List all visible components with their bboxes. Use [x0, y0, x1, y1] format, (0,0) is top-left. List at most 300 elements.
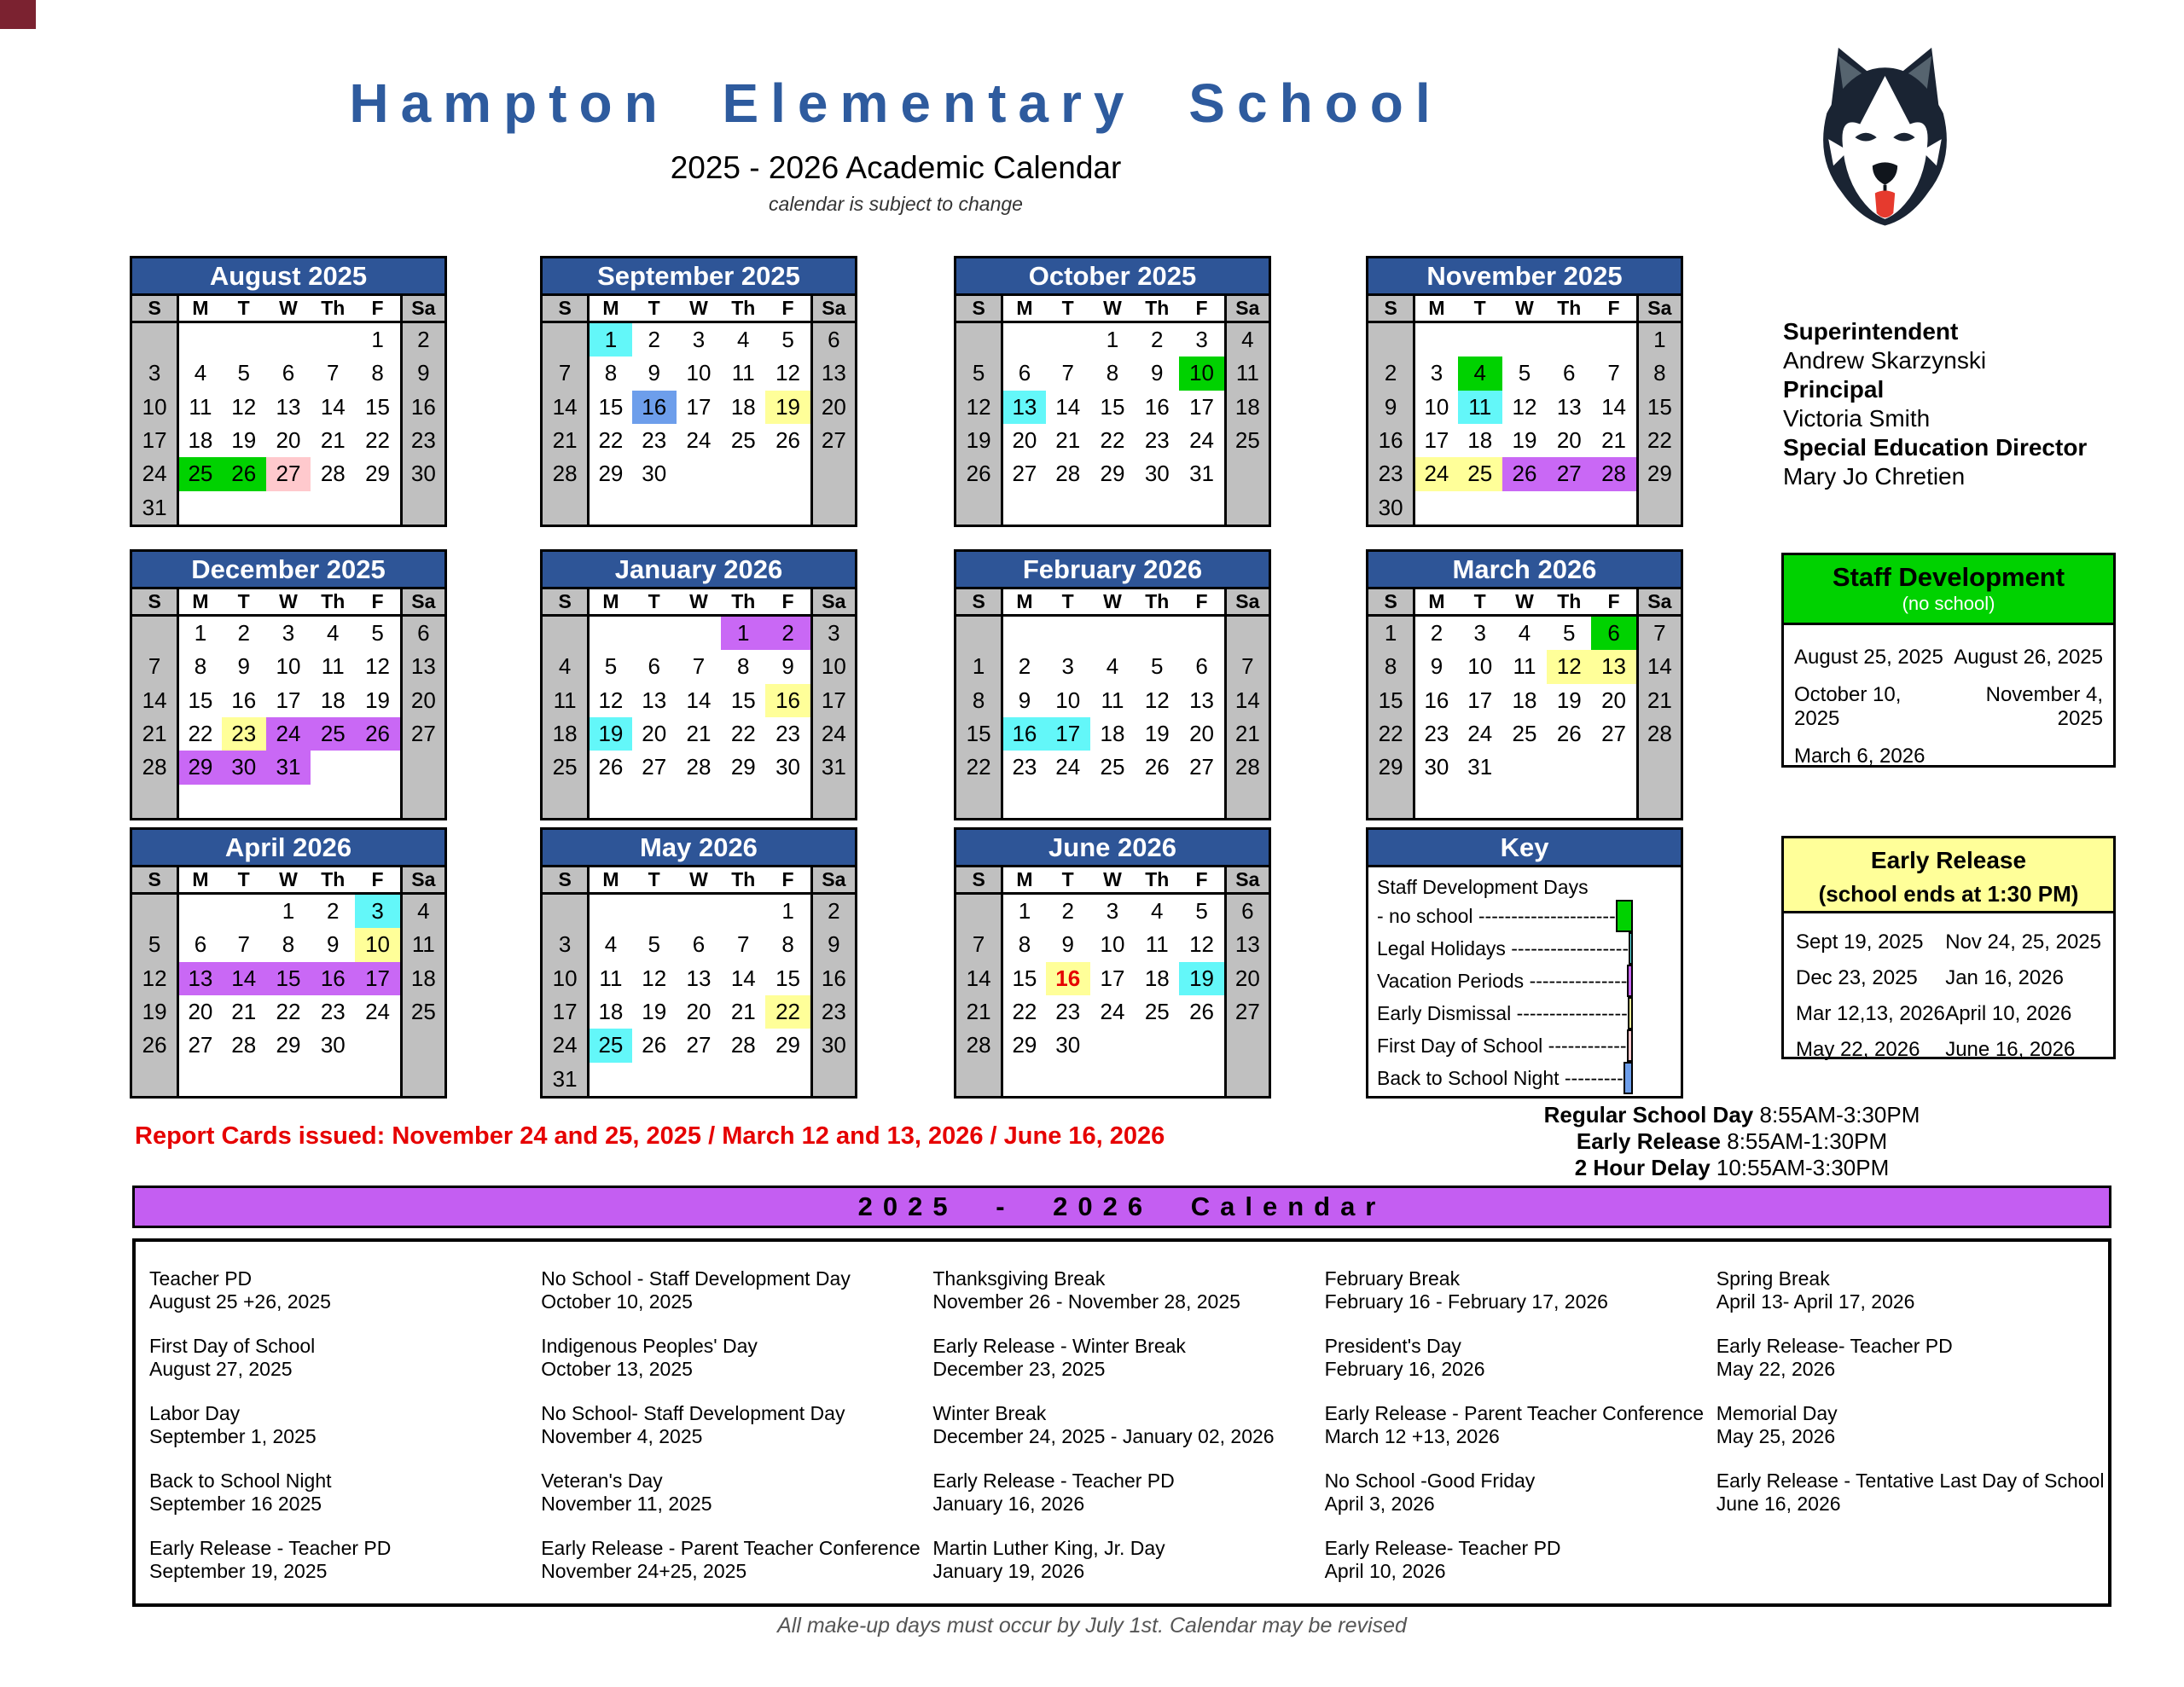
day-cell: [132, 785, 177, 818]
day-cell: 23: [775, 721, 801, 747]
month-june-2026: [954, 827, 1271, 1099]
day-header: Sa: [1636, 589, 1681, 617]
day-cell: 10: [276, 653, 301, 680]
day-cell: 24: [810, 717, 855, 751]
day-header: Sa: [400, 589, 444, 617]
key-item: [1377, 900, 1672, 932]
footer-note: All make-up days must occur by July 1st. Calendar may be revised: [777, 1614, 1407, 1638]
day-cell: [1046, 785, 1090, 818]
day-cell: 17: [810, 684, 855, 717]
day-cell: 5: [781, 327, 794, 353]
event-date: August 27, 2025: [149, 1358, 293, 1380]
day-cell: 4: [1224, 323, 1269, 357]
day-cell: 28: [231, 1032, 257, 1058]
day-header: Th: [1135, 589, 1179, 617]
day-cell: [311, 323, 355, 357]
day-cell: 21: [231, 999, 257, 1025]
day-cell: 4: [587, 928, 631, 961]
schedule-time: 8:55AM-3:30PM: [1759, 1102, 1920, 1128]
day-cell: 26: [355, 717, 399, 751]
day-cell: [1413, 491, 1457, 525]
day-cell: 12: [365, 653, 391, 680]
day-cell: 24: [132, 457, 177, 490]
day-cell: [1135, 1029, 1179, 1062]
day-cell: 3: [1413, 357, 1457, 390]
principal-name: Victoria Smith: [1783, 405, 1931, 432]
key-item: [1377, 1029, 1672, 1062]
day-cell: 14: [132, 684, 177, 717]
day-cell: 9: [237, 653, 250, 680]
day-header: Th: [721, 296, 765, 323]
day-cell: [132, 895, 177, 928]
day-header: Th: [1547, 589, 1591, 617]
day-cell: 27: [1224, 995, 1269, 1029]
day-cell: 30: [810, 1029, 855, 1062]
day-cell: 7: [692, 653, 706, 680]
day-cell: 29: [177, 751, 221, 784]
day-cell: 12: [1512, 393, 1537, 420]
events-box: [132, 1238, 2111, 1607]
day-cell: 29: [587, 457, 631, 490]
day-cell: 18: [320, 687, 346, 713]
day-cell: [1179, 617, 1223, 650]
day-header: F: [355, 296, 399, 323]
day-cell: 7: [1061, 360, 1074, 386]
event-date: April 13- April 17, 2026: [1716, 1290, 1915, 1313]
day-cell: 5: [1151, 653, 1164, 680]
day-header: M: [587, 867, 631, 895]
subject-to-change-note: calendar is subject to change: [769, 193, 1023, 215]
month-title: September 2025: [543, 258, 855, 296]
event: [541, 1470, 926, 1537]
key-item: [1377, 932, 1672, 965]
day-cell: 9: [400, 357, 444, 390]
day-cell: 20: [642, 721, 667, 747]
day-header: T: [632, 296, 677, 323]
month-grid: [956, 589, 1269, 818]
day-cell: 10: [1055, 687, 1081, 713]
day-cell: 27: [810, 424, 855, 457]
day-cell: 9: [810, 928, 855, 961]
day-cell: 16: [765, 684, 810, 717]
day-cell: 7: [543, 357, 587, 390]
day-cell: 2: [810, 895, 855, 928]
day-cell: [956, 785, 1001, 818]
day-cell: 14: [1224, 684, 1269, 717]
day-cell: 17: [686, 393, 712, 420]
day-header: W: [1502, 296, 1547, 323]
day-cell: [266, 491, 311, 525]
key-item-label: Vacation Periods ---------------: [1377, 969, 1628, 992]
key-item: [1377, 997, 1672, 1029]
event-date: October 10, 2025: [541, 1290, 693, 1313]
month-november-2025: [1366, 256, 1683, 527]
pink-swatch: [1627, 1029, 1633, 1062]
day-cell: 4: [177, 357, 221, 390]
day-header: W: [677, 296, 721, 323]
day-cell: [1368, 323, 1413, 357]
day-cell: 4: [1518, 620, 1531, 646]
day-cell: 5: [132, 928, 177, 961]
event-date: September 19, 2025: [149, 1560, 328, 1582]
day-cell: 16: [400, 391, 444, 424]
day-cell: 30: [642, 461, 667, 487]
day-cell: 20: [810, 391, 855, 424]
day-cell: 7: [1224, 650, 1269, 683]
day-cell: [1135, 785, 1179, 818]
day-cell: 28: [132, 751, 177, 784]
day-header: S: [132, 296, 177, 323]
day-cell: 8: [1001, 928, 1045, 961]
day-cell: 8: [1636, 357, 1681, 390]
day-cell: 11: [1101, 687, 1124, 713]
day-cell: [956, 491, 1001, 525]
event-title: Early Release- Teacher PD: [1324, 1537, 1561, 1559]
event-title: February Break: [1324, 1267, 1461, 1290]
staff-dev-date: August 25, 2025: [1794, 646, 1943, 669]
day-cell: 1: [177, 617, 221, 650]
event: [1325, 1335, 1710, 1402]
early-release-date: Sept 19, 2025: [1796, 930, 1924, 954]
day-cell: 8: [587, 357, 631, 390]
day-cell: 12: [1189, 931, 1215, 958]
day-cell: [1458, 491, 1502, 525]
day-cell: 20: [1224, 962, 1269, 995]
event-date: April 3, 2026: [1324, 1493, 1435, 1515]
day-cell: 11: [400, 928, 444, 961]
day-cell: 26: [642, 1032, 667, 1058]
day-cell: [400, 1063, 444, 1096]
calendar-banner: 2025 - 2026 Calendar: [132, 1186, 2111, 1228]
day-cell: 25: [400, 995, 444, 1029]
day-cell: 23: [400, 424, 444, 457]
day-cell: 21: [1224, 717, 1269, 751]
day-header: M: [177, 867, 221, 895]
day-cell: 12: [587, 684, 631, 717]
day-cell: [222, 323, 266, 357]
day-cell: 21: [543, 424, 587, 457]
day-header: Th: [311, 589, 355, 617]
day-cell: 30: [1368, 491, 1413, 525]
day-cell: [721, 457, 765, 490]
day-cell: 8: [282, 931, 295, 958]
day-cell: 17: [1189, 393, 1215, 420]
day-cell: 12: [1547, 650, 1591, 683]
day-cell: 14: [1601, 393, 1627, 420]
day-cell: [1224, 617, 1269, 650]
event-title: No School -Good Friday: [1324, 1470, 1536, 1492]
day-cell: 15: [730, 687, 756, 713]
day-cell: 27: [1547, 457, 1591, 490]
day-cell: 14: [1055, 393, 1081, 420]
day-cell: [677, 895, 721, 928]
day-cell: [1179, 1029, 1223, 1062]
day-header: M: [177, 589, 221, 617]
day-header: S: [543, 867, 587, 895]
day-header: W: [266, 296, 311, 323]
day-cell: [266, 1063, 311, 1096]
event-title: Veteran's Day: [541, 1470, 663, 1492]
day-header: M: [1001, 296, 1045, 323]
day-cell: 1: [1368, 617, 1413, 650]
day-cell: [632, 895, 677, 928]
day-cell: [400, 785, 444, 818]
day-header: Sa: [1636, 296, 1681, 323]
day-cell: 29: [1001, 1029, 1045, 1062]
day-cell: 11: [1224, 357, 1269, 390]
day-cell: 13: [642, 687, 667, 713]
day-cell: 28: [686, 754, 712, 780]
event-date: May 22, 2026: [1716, 1358, 1836, 1380]
day-cell: 25: [543, 751, 587, 784]
day-cell: 25: [587, 1029, 631, 1062]
day-cell: 5: [371, 620, 384, 646]
day-cell: 6: [177, 928, 221, 961]
early-release-date: Mar 12,13, 2026: [1796, 1002, 1945, 1025]
day-cell: [1547, 323, 1591, 357]
admin-block: [1783, 317, 2150, 491]
event-title: Back to School Night: [149, 1470, 332, 1492]
day-cell: [1502, 785, 1547, 818]
event-title: Teacher PD: [149, 1267, 253, 1290]
sped-director-label: Special Education Director: [1783, 434, 2088, 461]
day-cell: 26: [956, 457, 1001, 490]
day-cell: 4: [1106, 653, 1119, 680]
day-cell: [677, 785, 721, 818]
day-cell: 6: [692, 931, 706, 958]
month-title: March 2026: [1368, 552, 1681, 589]
day-cell: 2: [1001, 650, 1045, 683]
day-cell: 19: [765, 391, 810, 424]
early-release-date: Dec 23, 2025: [1796, 966, 1918, 989]
day-cell: 10: [1413, 391, 1457, 424]
day-cell: 18: [1100, 721, 1125, 747]
day-cell: [1090, 785, 1135, 818]
event-title: No School - Staff Development Day: [541, 1267, 851, 1290]
day-cell: [1636, 785, 1681, 818]
day-cell: [1413, 323, 1457, 357]
day-cell: 10: [1100, 931, 1125, 958]
day-cell: 13: [810, 357, 855, 390]
day-cell: [632, 491, 677, 525]
day-cell: 6: [1001, 357, 1045, 390]
day-cell: [956, 323, 1001, 357]
day-cell: [355, 491, 399, 525]
day-cell: [1090, 1063, 1135, 1096]
day-cell: 15: [775, 965, 801, 991]
day-cell: 8: [371, 360, 384, 386]
day-header: F: [765, 589, 810, 617]
day-cell: 15: [1001, 962, 1045, 995]
day-header: Sa: [400, 296, 444, 323]
day-cell: [810, 491, 855, 525]
staff-dev-date: March 6, 2026: [1794, 745, 1926, 768]
day-cell: 19: [642, 999, 667, 1025]
schedule-block: [1450, 1102, 2013, 1181]
day-cell: 16: [311, 962, 355, 995]
day-cell: 22: [956, 751, 1001, 784]
day-header: Th: [1135, 296, 1179, 323]
day-header: W: [1090, 296, 1135, 323]
day-cell: 2: [1061, 898, 1074, 925]
day-cell: 24: [543, 1029, 587, 1062]
day-header: S: [956, 867, 1001, 895]
day-header: T: [1458, 589, 1502, 617]
day-header: T: [1046, 296, 1090, 323]
day-cell: 20: [400, 684, 444, 717]
day-cell: 7: [1636, 617, 1681, 650]
month-grid: [543, 867, 855, 1096]
purple-swatch: [1627, 965, 1633, 997]
day-cell: 24: [1100, 999, 1125, 1025]
day-cell: 14: [686, 687, 712, 713]
day-cell: 28: [1636, 717, 1681, 751]
day-cell: 28: [320, 461, 346, 487]
day-cell: [222, 895, 266, 928]
day-cell: [765, 785, 810, 818]
day-cell: 2: [400, 323, 444, 357]
day-cell: [400, 1029, 444, 1062]
day-cell: 7: [327, 360, 340, 386]
day-cell: [1135, 491, 1179, 525]
day-cell: 19: [1144, 721, 1170, 747]
day-cell: 28: [543, 457, 587, 490]
day-cell: 23: [320, 999, 346, 1025]
day-cell: 2: [765, 617, 810, 650]
month-grid: [543, 589, 855, 818]
day-cell: 25: [1100, 754, 1125, 780]
day-cell: 29: [365, 461, 391, 487]
day-cell: 17: [1046, 717, 1090, 751]
day-cell: 8: [781, 931, 794, 958]
day-cell: 11: [587, 962, 631, 995]
day-cell: 19: [231, 427, 257, 454]
day-cell: 1: [956, 650, 1001, 683]
day-cell: 23: [1001, 751, 1045, 784]
staff-dev-date: August 26, 2025: [1954, 646, 2103, 669]
day-header: M: [1413, 296, 1457, 323]
day-cell: [543, 617, 587, 650]
day-cell: 26: [1189, 999, 1215, 1025]
events-column: [1716, 1267, 2108, 1603]
early-release-date: April 10, 2026: [1945, 1002, 2072, 1025]
day-cell: [1224, 1063, 1269, 1096]
event: [149, 1470, 534, 1537]
day-cell: 15: [1636, 391, 1681, 424]
month-grid: [132, 867, 444, 1096]
events-column: [1325, 1267, 1716, 1603]
day-cell: [1547, 751, 1591, 784]
day-cell: [1591, 785, 1635, 818]
day-cell: 12: [775, 360, 801, 386]
day-cell: 3: [282, 620, 295, 646]
early-release-header: [1784, 838, 2113, 913]
event-date: January 19, 2026: [932, 1560, 1085, 1582]
day-cell: 25: [1512, 721, 1537, 747]
month-may-2026: [540, 827, 857, 1099]
day-cell: [1224, 785, 1269, 818]
day-cell: 25: [311, 717, 355, 751]
day-cell: 18: [1512, 687, 1537, 713]
day-cell: [311, 491, 355, 525]
day-cell: [956, 1063, 1001, 1096]
event-title: Early Release - Parent Teacher Conference: [541, 1537, 921, 1559]
day-cell: 11: [1513, 653, 1536, 680]
day-header: Sa: [810, 589, 855, 617]
day-cell: 22: [365, 427, 391, 454]
day-cell: [132, 323, 177, 357]
day-cell: 14: [543, 391, 587, 424]
day-cell: 10: [355, 928, 399, 961]
day-cell: 30: [320, 1032, 346, 1058]
day-cell: 18: [1144, 965, 1170, 991]
day-cell: 17: [1100, 965, 1125, 991]
day-cell: [132, 1063, 177, 1096]
day-cell: 12: [642, 965, 667, 991]
day-cell: 7: [237, 931, 250, 958]
day-cell: 4: [400, 895, 444, 928]
day-cell: 9: [1001, 684, 1045, 717]
day-cell: 19: [1512, 427, 1537, 454]
month-title: June 2026: [956, 830, 1269, 867]
day-cell: [132, 617, 177, 650]
early-release-date: Nov 24, 25, 2025: [1945, 930, 2101, 954]
events-column: [932, 1267, 1324, 1603]
day-cell: 16: [1368, 424, 1413, 457]
day-cell: 26: [1502, 457, 1547, 490]
day-cell: 4: [1151, 898, 1164, 925]
day-header: F: [355, 589, 399, 617]
day-cell: 4: [543, 650, 587, 683]
key-title: Key: [1368, 830, 1681, 867]
month-grid: [956, 867, 1269, 1096]
day-header: M: [1413, 589, 1457, 617]
day-cell: 19: [956, 424, 1001, 457]
day-cell: 1: [282, 898, 295, 925]
day-cell: 7: [737, 931, 750, 958]
day-cell: 1: [1001, 895, 1045, 928]
day-cell: [1001, 491, 1045, 525]
day-cell: 23: [810, 995, 855, 1029]
day-header: Sa: [1224, 296, 1269, 323]
page-title: Hampton Elementary School: [349, 72, 1443, 134]
event: [932, 1335, 1317, 1402]
day-header: M: [1001, 589, 1045, 617]
day-header: F: [355, 867, 399, 895]
staff-development-right: [1943, 646, 2103, 768]
early-release-title: Early Release: [1870, 847, 2027, 873]
event: [541, 1335, 926, 1402]
month-december-2025: [130, 549, 447, 820]
day-cell: 5: [956, 357, 1001, 390]
month-october-2025: [954, 256, 1271, 527]
day-cell: 29: [775, 1032, 801, 1058]
day-header: M: [587, 589, 631, 617]
day-header: S: [543, 296, 587, 323]
day-cell: [765, 1063, 810, 1096]
staff-development-header: [1784, 555, 2113, 625]
event-date: January 16, 2026: [932, 1493, 1085, 1515]
day-cell: 16: [1413, 684, 1457, 717]
day-cell: 21: [320, 427, 346, 454]
early-release-date: May 22, 2026: [1796, 1038, 1920, 1061]
day-cell: 2: [1413, 617, 1457, 650]
day-cell: 31: [1467, 754, 1493, 780]
day-header: F: [1179, 867, 1223, 895]
day-cell: [1046, 491, 1090, 525]
day-header: T: [632, 867, 677, 895]
superintendent-label: Superintendent: [1783, 318, 1959, 345]
